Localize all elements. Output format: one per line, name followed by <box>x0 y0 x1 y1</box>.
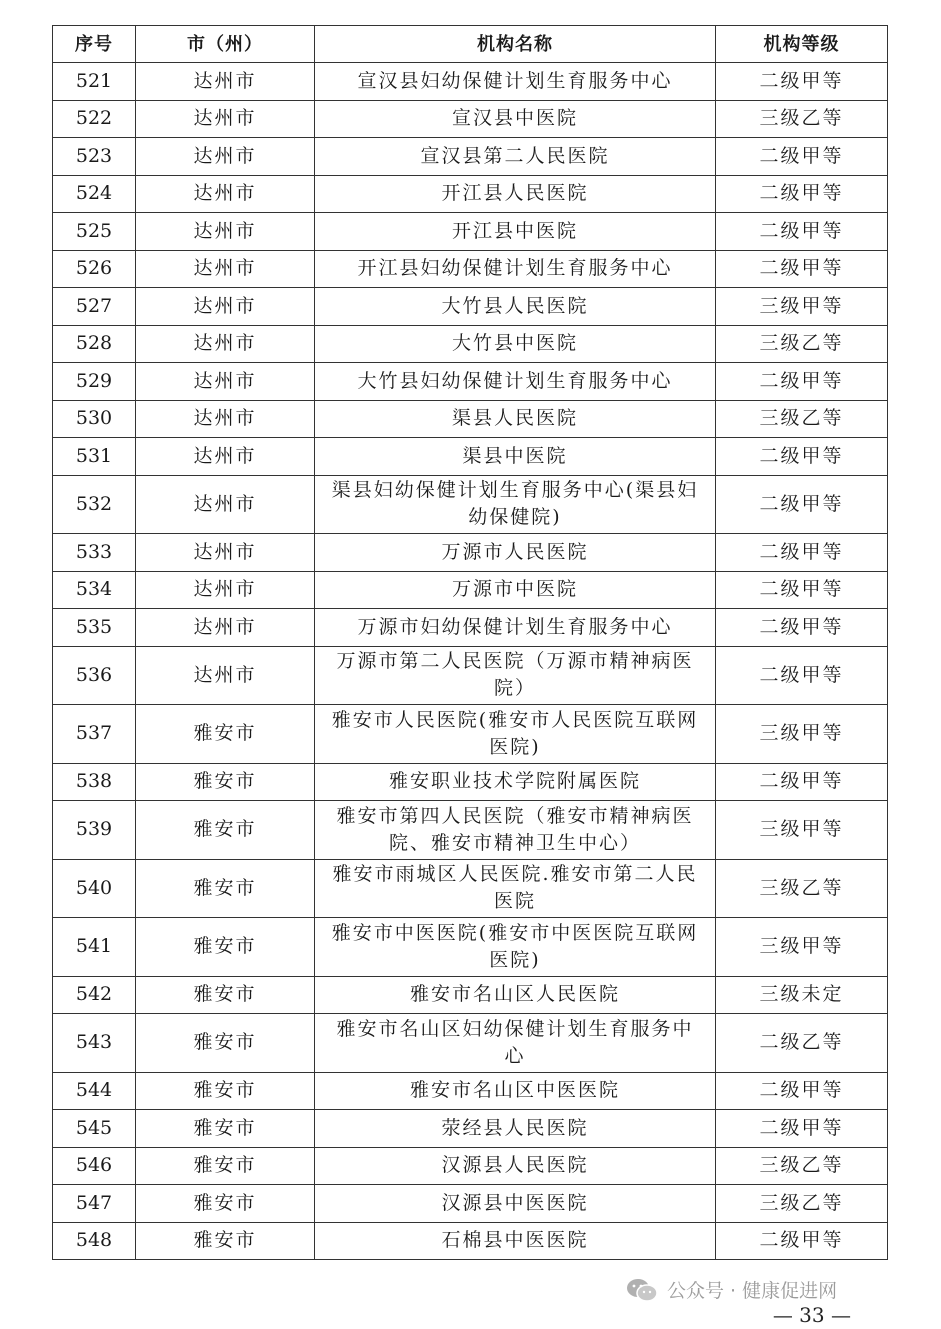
cell-no: 528 <box>53 325 136 363</box>
cell-institution-name <box>315 801 716 860</box>
table-row <box>53 475 888 534</box>
cell-level: 二级甲等 <box>716 138 888 176</box>
cell-city: 雅安市 <box>136 705 315 764</box>
cell-level: 三级乙等 <box>716 100 888 138</box>
cell-institution-name <box>315 646 716 705</box>
table-header-row <box>53 26 888 63</box>
institution-name-line: 雅安市雨城区人民医院.雅安市第二人民 <box>332 863 698 886</box>
cell-city: 达州市 <box>136 400 315 438</box>
cell-no: 540 <box>53 859 136 918</box>
cell-institution-name <box>315 363 716 401</box>
cell-no: 525 <box>53 213 136 251</box>
institution-name-line: 开江县妇幼保健计划生育服务中心 <box>357 257 673 280</box>
cell-city: 达州市 <box>136 609 315 647</box>
cell-level: 三级甲等 <box>716 918 888 977</box>
table-row <box>53 763 888 801</box>
institution-name-line: 大竹县妇幼保健计划生育服务中心 <box>357 369 673 392</box>
cell-city: 达州市 <box>136 288 315 326</box>
cell-no: 541 <box>53 918 136 977</box>
cell-institution-name <box>315 325 716 363</box>
cell-level: 二级甲等 <box>716 534 888 572</box>
table-row <box>53 859 888 918</box>
cell-level: 三级甲等 <box>716 705 888 764</box>
table-row <box>53 571 888 609</box>
cell-city: 雅安市 <box>136 1110 315 1148</box>
table-row <box>53 325 888 363</box>
institution-name-line: 幼保健院) <box>468 506 562 529</box>
cell-level: 二级甲等 <box>716 250 888 288</box>
cell-city: 达州市 <box>136 213 315 251</box>
institution-name-line: 雅安市名山区人民医院 <box>409 983 620 1006</box>
cell-level: 二级甲等 <box>716 438 888 476</box>
cell-no: 548 <box>53 1222 136 1260</box>
institution-name-line: 宣汉县中医院 <box>451 107 578 130</box>
cell-no: 535 <box>53 609 136 647</box>
cell-level: 三级乙等 <box>716 859 888 918</box>
cell-institution-name <box>315 976 716 1014</box>
cell-institution-name <box>315 288 716 326</box>
cell-no: 538 <box>53 763 136 801</box>
institution-name-line: 万源市人民医院 <box>441 540 589 563</box>
cell-institution-name <box>315 763 716 801</box>
cell-city: 雅安市 <box>136 801 315 860</box>
cell-institution-name <box>315 213 716 251</box>
institution-name-line: 万源市妇幼保健计划生育服务中心 <box>357 615 673 638</box>
cell-city: 雅安市 <box>136 976 315 1014</box>
cell-no: 534 <box>53 571 136 609</box>
page-number: — 33 — <box>772 1303 851 1327</box>
table-row <box>53 438 888 476</box>
cell-no: 523 <box>53 138 136 176</box>
table-row <box>53 1222 888 1260</box>
cell-institution-name <box>315 1110 716 1148</box>
institution-name-line: 万源市中医院 <box>451 578 578 601</box>
table-row <box>53 288 888 326</box>
cell-level: 二级甲等 <box>716 609 888 647</box>
cell-level: 三级乙等 <box>716 400 888 438</box>
cell-level: 二级甲等 <box>716 1222 888 1260</box>
table-row <box>53 1147 888 1185</box>
cell-institution-name <box>315 1072 716 1110</box>
cell-level: 三级甲等 <box>716 801 888 860</box>
cell-city: 达州市 <box>136 63 315 101</box>
cell-institution-name <box>315 609 716 647</box>
institution-name-line: 雅安职业技术学院附属医院 <box>388 770 641 793</box>
institution-name-line: 汉源县中医医院 <box>441 1191 589 1214</box>
cell-no: 526 <box>53 250 136 288</box>
cell-no: 529 <box>53 363 136 401</box>
header-institution-name: 机构名称 <box>315 26 716 63</box>
institution-name-line: 宣汉县妇幼保健计划生育服务中心 <box>357 69 673 92</box>
institution-name-line: 心 <box>504 1044 526 1067</box>
cell-no: 527 <box>53 288 136 326</box>
cell-city: 达州市 <box>136 438 315 476</box>
table-row <box>53 138 888 176</box>
cell-city: 雅安市 <box>136 1072 315 1110</box>
cell-level: 二级甲等 <box>716 1072 888 1110</box>
cell-no: 533 <box>53 534 136 572</box>
cell-no: 522 <box>53 100 136 138</box>
table-row <box>53 1072 888 1110</box>
institution-name-line: 渠县妇幼保健计划生育服务中心(渠县妇 <box>331 479 699 502</box>
cell-level: 三级乙等 <box>716 1147 888 1185</box>
cell-level: 二级甲等 <box>716 763 888 801</box>
cell-institution-name <box>315 534 716 572</box>
cell-institution-name <box>315 250 716 288</box>
institution-name-line: 雅安市名山区中医医院 <box>409 1079 620 1102</box>
cell-institution-name <box>315 918 716 977</box>
table-row <box>53 918 888 977</box>
institution-name-line: 院、雅安市精神卫生中心） <box>388 831 641 854</box>
cell-no: 530 <box>53 400 136 438</box>
institution-name-line: 院） <box>493 677 536 700</box>
cell-city: 雅安市 <box>136 1014 315 1073</box>
table-row <box>53 100 888 138</box>
institution-name-line: 大竹县中医院 <box>451 332 578 355</box>
table-row <box>53 175 888 213</box>
table-row <box>53 400 888 438</box>
cell-city: 达州市 <box>136 571 315 609</box>
cell-institution-name <box>315 475 716 534</box>
wechat-icon <box>625 1277 659 1303</box>
cell-institution-name <box>315 859 716 918</box>
cell-city: 达州市 <box>136 475 315 534</box>
cell-no: 542 <box>53 976 136 1014</box>
hospital-table <box>52 25 888 1260</box>
cell-institution-name <box>315 175 716 213</box>
cell-level: 二级甲等 <box>716 63 888 101</box>
table-row <box>53 801 888 860</box>
cell-city: 达州市 <box>136 534 315 572</box>
cell-no: 546 <box>53 1147 136 1185</box>
cell-city: 达州市 <box>136 250 315 288</box>
institution-name-line: 开江县中医院 <box>451 219 578 242</box>
cell-city: 雅安市 <box>136 859 315 918</box>
table-row <box>53 363 888 401</box>
cell-no: 544 <box>53 1072 136 1110</box>
institution-name-line: 开江县人民医院 <box>441 182 589 205</box>
institution-name-line: 大竹县人民医院 <box>441 294 589 317</box>
cell-institution-name <box>315 1147 716 1185</box>
cell-city: 达州市 <box>136 646 315 705</box>
institution-name-line: 医院) <box>489 735 541 758</box>
institution-name-line: 汉源县人民医院 <box>441 1154 589 1177</box>
header-institution-level: 机构等级 <box>716 26 888 63</box>
cell-institution-name <box>315 400 716 438</box>
cell-city: 雅安市 <box>136 1147 315 1185</box>
cell-level: 三级乙等 <box>716 1185 888 1223</box>
table-row <box>53 1014 888 1073</box>
cell-city: 达州市 <box>136 363 315 401</box>
cell-level: 二级甲等 <box>716 363 888 401</box>
cell-level: 三级甲等 <box>716 288 888 326</box>
table-row <box>53 534 888 572</box>
table-body <box>53 63 888 1260</box>
table-row <box>53 1185 888 1223</box>
table-row <box>53 705 888 764</box>
cell-level: 二级甲等 <box>716 571 888 609</box>
table-row <box>53 976 888 1014</box>
cell-city: 雅安市 <box>136 918 315 977</box>
cell-city: 达州市 <box>136 100 315 138</box>
cell-institution-name <box>315 1222 716 1260</box>
institution-name-line: 雅安市名山区妇幼保健计划生育服务中 <box>336 1017 694 1040</box>
cell-no: 521 <box>53 63 136 101</box>
institution-name-line: 渠县中医院 <box>462 444 568 467</box>
institution-name-line: 荥经县人民医院 <box>441 1116 589 1139</box>
cell-city: 雅安市 <box>136 1185 315 1223</box>
cell-institution-name <box>315 571 716 609</box>
watermark-text: 公众号 · 健康促进网 <box>667 1280 838 1302</box>
cell-level: 三级乙等 <box>716 325 888 363</box>
cell-city: 雅安市 <box>136 1222 315 1260</box>
table-row <box>53 250 888 288</box>
cell-institution-name <box>315 1014 716 1073</box>
institution-name-line: 雅安市人民医院(雅安市人民医院互联网 <box>331 708 699 731</box>
cell-city: 达州市 <box>136 138 315 176</box>
cell-institution-name <box>315 100 716 138</box>
cell-institution-name <box>315 63 716 101</box>
cell-institution-name <box>315 138 716 176</box>
table-row <box>53 213 888 251</box>
cell-no: 547 <box>53 1185 136 1223</box>
cell-institution-name <box>315 438 716 476</box>
table-row <box>53 63 888 101</box>
cell-no: 524 <box>53 175 136 213</box>
institution-name-line: 渠县人民医院 <box>451 407 578 430</box>
institution-name-line: 石棉县中医医院 <box>441 1229 589 1252</box>
cell-level: 二级甲等 <box>716 213 888 251</box>
cell-institution-name <box>315 1185 716 1223</box>
watermark <box>625 1276 837 1303</box>
table-row <box>53 646 888 705</box>
institution-name-line: 宣汉县第二人民医院 <box>420 144 610 167</box>
cell-level: 二级甲等 <box>716 475 888 534</box>
cell-level: 二级甲等 <box>716 646 888 705</box>
cell-level: 二级乙等 <box>716 1014 888 1073</box>
institution-name-line: 医院) <box>489 948 541 971</box>
cell-city: 达州市 <box>136 325 315 363</box>
institution-name-line: 雅安市中医医院(雅安市中医医院互联网 <box>331 921 699 944</box>
cell-no: 537 <box>53 705 136 764</box>
cell-no: 543 <box>53 1014 136 1073</box>
institution-name-line: 医院 <box>493 890 536 913</box>
institution-name-line: 雅安市第四人民医院（雅安市精神病医 <box>336 804 694 827</box>
cell-no: 545 <box>53 1110 136 1148</box>
cell-no: 531 <box>53 438 136 476</box>
institution-name-line: 万源市第二人民医院（万源市精神病医 <box>336 650 694 673</box>
cell-no: 532 <box>53 475 136 534</box>
cell-no: 536 <box>53 646 136 705</box>
cell-level: 三级未定 <box>716 976 888 1014</box>
table-row <box>53 609 888 647</box>
table-row <box>53 1110 888 1148</box>
cell-level: 二级甲等 <box>716 1110 888 1148</box>
cell-city: 雅安市 <box>136 763 315 801</box>
cell-level: 二级甲等 <box>716 175 888 213</box>
header-no: 序号 <box>53 26 136 63</box>
header-city: 市（州） <box>136 26 315 63</box>
cell-city: 达州市 <box>136 175 315 213</box>
cell-institution-name <box>315 705 716 764</box>
cell-no: 539 <box>53 801 136 860</box>
